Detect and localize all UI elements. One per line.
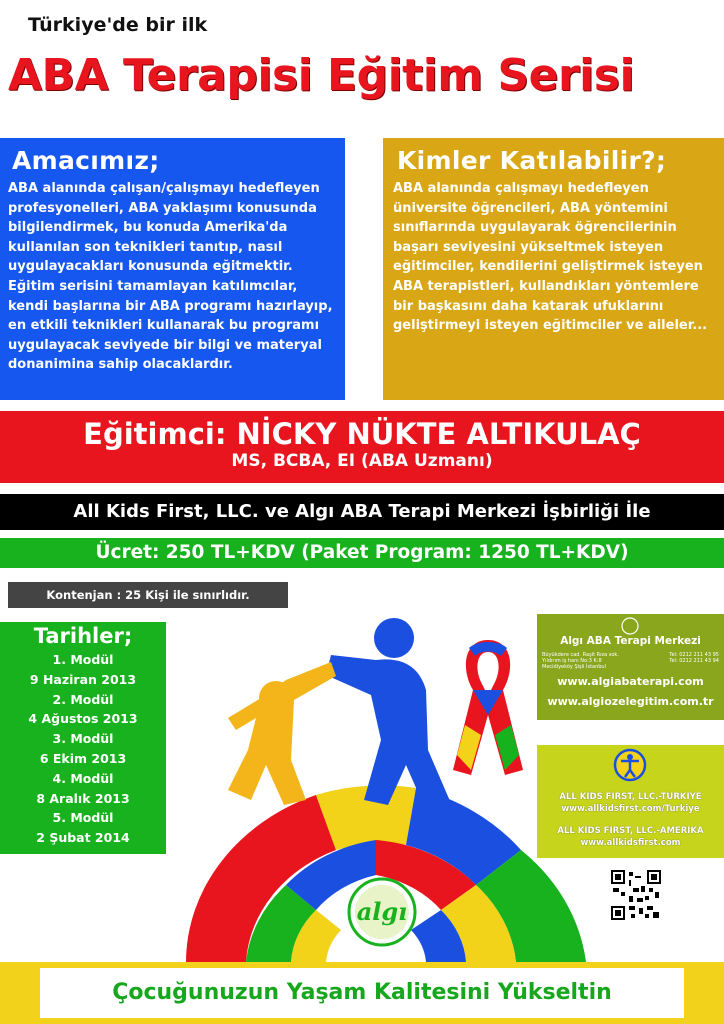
date-item: 2 Şubat 2014 [36, 830, 130, 846]
algi-small-logo-icon [617, 617, 643, 635]
aim-heading: Amacımız; [12, 146, 160, 175]
date-item: 6 Ekim 2013 [39, 750, 127, 766]
aim-text: ABA alanında çalışan/çalışmayı hedefleyen profesyonelleri, ABA yaklaşımı konusunda bilgilendirmek, bu konuda Amerika'da kullanılan son teknikleri tanıtıp, nasıl uygulayacakları konusunda eğitmektir. Eğitim serisini tamamlayan katılımcılar, kendi başlarına bir ABA programı hazırlayıp, en etkili teknikleri kullanarak bu programı uygulayacak seviyede bir bilgi ve materyal donanimina sahip olacaklardır. [8, 181, 333, 373]
address-line: Yıldırım iş hanı No:3 K:8 [542, 658, 602, 664]
akf-turkey-name: ALL KIDS FIRST, LLC.-TURKIYE [559, 792, 702, 802]
algi-center-box [537, 614, 724, 720]
algi-ozel-website-link[interactable]: www.algiozelegitim.com.tr [547, 695, 714, 708]
algi-logo-text: algı [356, 897, 408, 926]
phone-line: Tel: 0212 211 43 95 [669, 652, 719, 658]
address-line: Mecidiyeköy Şişli İstanbul [542, 664, 606, 670]
qr-code-icon[interactable] [611, 870, 661, 920]
date-item: 4 Ağustos 2013 [28, 711, 138, 727]
phone-line: Tel: 0212 211 43 94 [669, 658, 719, 664]
fee-band: Ücret: 250 TL+KDV (Paket Program: 1250 TL+KDV) [0, 538, 724, 568]
all-kids-first-box [537, 745, 724, 858]
date-item: 9 Haziran 2013 [29, 671, 137, 687]
date-item: 2. Modül [52, 691, 114, 707]
trainer-name: Eğitimci: NİCKY NÜKTE ALTIKULAÇ [83, 417, 641, 451]
akf-turkey-website-link[interactable]: www.allkidsfirst.com/Turkiye [561, 804, 700, 814]
akf-usa-name: ALL KIDS FIRST, LLC.-AMERIKA [557, 826, 704, 836]
page-title: ABA Terapisi Eğitim Serisi [8, 50, 635, 101]
partnership-band: All Kids First, LLC. ve Algı ABA Terapi Merkezi İşbirliği İle [0, 494, 724, 530]
trainer-credentials: MS, BCBA, EI (ABA Uzmanı) [231, 451, 493, 471]
autism-ribbon-icon [443, 630, 533, 780]
capacity-note: Kontenjan : 25 Kişi ile sınırlıdır. [8, 582, 288, 608]
aim-box [0, 138, 345, 400]
date-item: 4. Modül [52, 770, 114, 786]
slogan: Çocuğunuzun Yaşam Kalitesini Yükseltin [40, 968, 684, 1018]
date-item: 5. Modül [52, 810, 114, 826]
akf-usa-website-link[interactable]: www.allkidsfirst.com [580, 838, 681, 848]
top-tagline: Türkiye'de bir ilk [28, 14, 208, 36]
person-in-circle-icon [613, 748, 647, 782]
date-item: 1. Modül [52, 652, 114, 667]
who-text: ABA alanında çalışmayı hedefleyen üniversite öğrencileri, ABA yöntemini sınıflarında uygulayarak öğrencilerinin başarı seviyesini yükseltmek isteyen eğitimciler, kendilerini geliştirmek isteyen ABA terapistleri, kullandıkları yöntemlere bir başkasını daha katarak ufuklarını geliştirmeyi isteyen eğitimciler ve aileler... [393, 181, 708, 334]
dates-heading: Tarihler; [33, 624, 133, 648]
dates-box [0, 622, 166, 854]
date-item: 3. Modül [52, 731, 114, 747]
algi-center-name: Algı ABA Terapi Merkezi [560, 635, 701, 647]
algi-address [542, 652, 719, 670]
trainer-band [0, 411, 724, 483]
yellow-figure-icon [228, 662, 336, 805]
algi-website-link[interactable]: www.algiabaterapi.com [557, 675, 704, 688]
who-can-attend-box [383, 138, 724, 400]
who-heading: Kimler Katılabilir?; [397, 146, 667, 175]
address-line: Büyükdere cad. Raşit Rıza sok. [542, 652, 619, 658]
date-item: 8 Aralık 2013 [36, 790, 130, 806]
algi-logo-icon [349, 879, 415, 945]
